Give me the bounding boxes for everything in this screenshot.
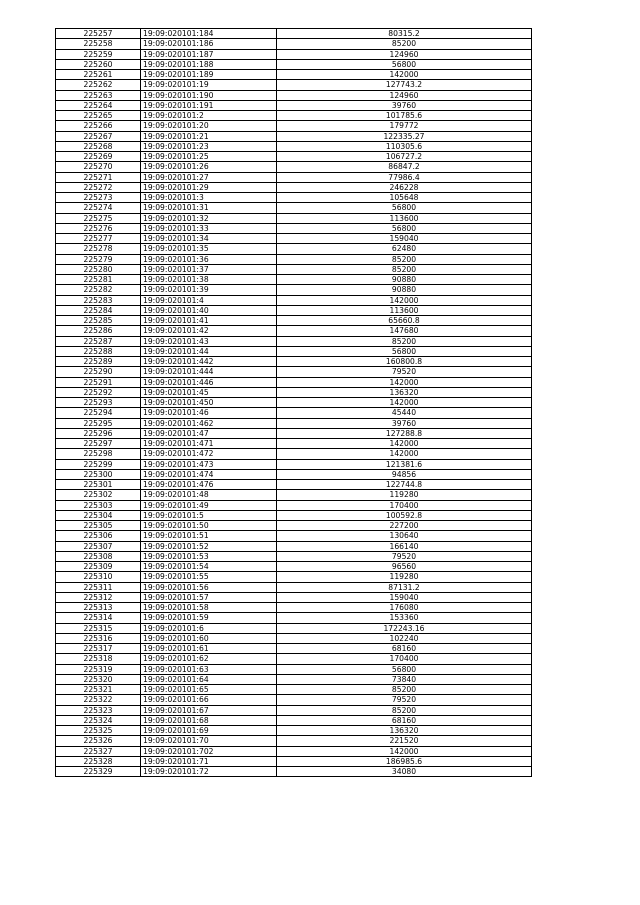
row-id-cell: 225286	[56, 326, 141, 336]
cadastral-value-cell: 102240	[277, 633, 532, 643]
cadastral-number-cell: 19:09:020101:38	[141, 275, 277, 285]
row-id-cell: 225264	[56, 100, 141, 110]
cadastral-value-cell: 45440	[277, 408, 532, 418]
row-id-cell: 225315	[56, 623, 141, 633]
table-row	[56, 633, 532, 643]
row-id-cell: 225257	[56, 29, 141, 39]
cadastral-value-cell: 113600	[277, 305, 532, 315]
row-id-cell: 225326	[56, 736, 141, 746]
table-row	[56, 275, 532, 285]
table-row	[56, 172, 532, 182]
cadastral-number-cell: 19:09:020101:47	[141, 428, 277, 438]
row-id-cell: 225301	[56, 480, 141, 490]
table-row	[56, 213, 532, 223]
cadastral-number-cell: 19:09:020101:31	[141, 203, 277, 213]
cadastral-value-cell: 142000	[277, 70, 532, 80]
cadastral-value-cell: 68160	[277, 715, 532, 725]
cadastral-number-cell: 19:09:020101:33	[141, 223, 277, 233]
row-id-cell: 225322	[56, 695, 141, 705]
cadastral-number-cell: 19:09:020101:57	[141, 592, 277, 602]
cadastral-number-cell: 19:09:020101:19	[141, 80, 277, 90]
cadastral-number-cell: 19:09:020101:62	[141, 654, 277, 664]
row-id-cell: 225288	[56, 346, 141, 356]
cadastral-number-cell: 19:09:020101:48	[141, 490, 277, 500]
table-row	[56, 695, 532, 705]
row-id-cell: 225308	[56, 551, 141, 561]
row-id-cell: 225311	[56, 582, 141, 592]
cadastral-number-cell: 19:09:020101:40	[141, 305, 277, 315]
table-row	[56, 152, 532, 162]
cadastral-number-cell: 19:09:020101:462	[141, 418, 277, 428]
cadastral-value-cell: 246228	[277, 182, 532, 192]
table-row	[56, 285, 532, 295]
cadastral-value-cell: 68160	[277, 644, 532, 654]
table-row	[56, 613, 532, 623]
cadastral-number-cell: 19:09:020101:56	[141, 582, 277, 592]
row-id-cell: 225279	[56, 254, 141, 264]
row-id-cell: 225277	[56, 234, 141, 244]
cadastral-value-cell: 87131.2	[277, 582, 532, 592]
row-id-cell: 225282	[56, 285, 141, 295]
row-id-cell: 225295	[56, 418, 141, 428]
cadastral-value-cell: 166140	[277, 541, 532, 551]
table-row	[56, 541, 532, 551]
cadastral-number-cell: 19:09:020101:63	[141, 664, 277, 674]
cadastral-value-cell: 90880	[277, 275, 532, 285]
cadastral-number-cell: 19:09:020101:54	[141, 562, 277, 572]
cadastral-value-cell: 170400	[277, 654, 532, 664]
table-row	[56, 234, 532, 244]
cadastral-value-cell: 77986.4	[277, 172, 532, 182]
row-id-cell: 225329	[56, 767, 141, 777]
table-row	[56, 80, 532, 90]
table-row	[56, 377, 532, 387]
table-row	[56, 480, 532, 490]
cadastral-value-cell: 80315.2	[277, 29, 532, 39]
row-id-cell: 225292	[56, 387, 141, 397]
table-row	[56, 428, 532, 438]
table-row	[56, 736, 532, 746]
cadastral-number-cell: 19:09:020101:474	[141, 469, 277, 479]
table-row	[56, 603, 532, 613]
cadastral-number-cell: 19:09:020101:71	[141, 756, 277, 766]
cadastral-number-cell: 19:09:020101:68	[141, 715, 277, 725]
cadastral-value-cell: 153360	[277, 613, 532, 623]
table-row	[56, 367, 532, 377]
cadastral-number-cell: 19:09:020101:42	[141, 326, 277, 336]
cadastral-value-cell: 221520	[277, 736, 532, 746]
row-id-cell: 225296	[56, 428, 141, 438]
cadastral-value-cell: 56800	[277, 203, 532, 213]
row-id-cell: 225297	[56, 439, 141, 449]
row-id-cell: 225272	[56, 182, 141, 192]
row-id-cell: 225324	[56, 715, 141, 725]
cadastral-number-cell: 19:09:020101:67	[141, 705, 277, 715]
cadastral-number-cell: 19:09:020101:27	[141, 172, 277, 182]
cadastral-value-cell: 136320	[277, 726, 532, 736]
cadastral-number-cell: 19:09:020101:32	[141, 213, 277, 223]
cadastral-value-cell: 39760	[277, 100, 532, 110]
cadastral-number-cell: 19:09:020101:473	[141, 459, 277, 469]
cadastral-value-cell: 79520	[277, 551, 532, 561]
row-id-cell: 225299	[56, 459, 141, 469]
table-row	[56, 346, 532, 356]
table-body	[56, 29, 532, 777]
table-row	[56, 357, 532, 367]
cadastral-number-cell: 19:09:020101:34	[141, 234, 277, 244]
cadastral-value-cell: 124960	[277, 49, 532, 59]
row-id-cell: 225258	[56, 39, 141, 49]
cadastral-number-cell: 19:09:020101:187	[141, 49, 277, 59]
cadastral-value-cell: 142000	[277, 746, 532, 756]
row-id-cell: 225270	[56, 162, 141, 172]
cadastral-value-cell: 176080	[277, 603, 532, 613]
cadastral-number-cell: 19:09:020101:26	[141, 162, 277, 172]
cadastral-value-cell: 142000	[277, 398, 532, 408]
row-id-cell: 225276	[56, 223, 141, 233]
row-id-cell: 225273	[56, 193, 141, 203]
cadastral-value-cell: 39760	[277, 418, 532, 428]
table-row	[56, 521, 532, 531]
cadastral-number-cell: 19:09:020101:6	[141, 623, 277, 633]
table-row	[56, 264, 532, 274]
cadastral-value-cell: 160800.8	[277, 357, 532, 367]
row-id-cell: 225278	[56, 244, 141, 254]
table-row	[56, 70, 532, 80]
cadastral-number-cell: 19:09:020101:4	[141, 295, 277, 305]
row-id-cell: 225319	[56, 664, 141, 674]
cadastral-number-cell: 19:09:020101:188	[141, 59, 277, 69]
cadastral-number-cell: 19:09:020101:46	[141, 408, 277, 418]
table-row	[56, 685, 532, 695]
table-row	[56, 500, 532, 510]
cadastral-number-cell: 19:09:020101:43	[141, 336, 277, 346]
row-id-cell: 225321	[56, 685, 141, 695]
cadastral-value-cell: 142000	[277, 439, 532, 449]
cadastral-value-cell: 56800	[277, 346, 532, 356]
cadastral-value-cell: 79520	[277, 695, 532, 705]
table-row	[56, 459, 532, 469]
cadastral-number-cell: 19:09:020101:45	[141, 387, 277, 397]
table-row	[56, 408, 532, 418]
row-id-cell: 225274	[56, 203, 141, 213]
cadastral-value-cell: 127288.8	[277, 428, 532, 438]
row-id-cell: 225271	[56, 172, 141, 182]
table-row	[56, 131, 532, 141]
table-row	[56, 111, 532, 121]
cadastral-value-cell: 85200	[277, 336, 532, 346]
cadastral-value-cell: 73840	[277, 674, 532, 684]
cadastral-number-cell: 19:09:020101:60	[141, 633, 277, 643]
cadastral-value-cell: 85200	[277, 705, 532, 715]
cadastral-value-cell: 105648	[277, 193, 532, 203]
cadastral-value-cell: 119280	[277, 572, 532, 582]
cadastral-value-cell: 172243.16	[277, 623, 532, 633]
cadastral-value-cell: 142000	[277, 377, 532, 387]
row-id-cell: 225314	[56, 613, 141, 623]
table-row	[56, 490, 532, 500]
cadastral-value-cell: 136320	[277, 387, 532, 397]
cadastral-value-cell: 56800	[277, 664, 532, 674]
cadastral-value-cell: 56800	[277, 223, 532, 233]
cadastral-number-cell: 19:09:020101:41	[141, 316, 277, 326]
cadastral-value-cell: 86847.2	[277, 162, 532, 172]
cadastral-value-cell: 179772	[277, 121, 532, 131]
row-id-cell: 225287	[56, 336, 141, 346]
row-id-cell: 225285	[56, 316, 141, 326]
cadastral-value-cell: 96560	[277, 562, 532, 572]
cadastral-value-cell: 85200	[277, 685, 532, 695]
cadastral-number-cell: 19:09:020101:184	[141, 29, 277, 39]
table-row	[56, 305, 532, 315]
table-row	[56, 551, 532, 561]
cadastral-number-cell: 19:09:020101:61	[141, 644, 277, 654]
cadastral-value-cell: 34080	[277, 767, 532, 777]
cadastral-number-cell: 19:09:020101:35	[141, 244, 277, 254]
row-id-cell: 225284	[56, 305, 141, 315]
table-row	[56, 29, 532, 39]
row-id-cell: 225261	[56, 70, 141, 80]
row-id-cell: 225325	[56, 726, 141, 736]
table-row	[56, 664, 532, 674]
table-row	[56, 162, 532, 172]
table-row	[56, 469, 532, 479]
table-row	[56, 726, 532, 736]
row-id-cell: 225289	[56, 357, 141, 367]
cadastral-value-cell: 142000	[277, 449, 532, 459]
cadastral-value-cell: 142000	[277, 295, 532, 305]
cadastral-value-cell: 186985.6	[277, 756, 532, 766]
table-row	[56, 336, 532, 346]
cadastral-number-cell: 19:09:020101:66	[141, 695, 277, 705]
table-row	[56, 100, 532, 110]
cadastral-value-cell: 159040	[277, 234, 532, 244]
row-id-cell: 225290	[56, 367, 141, 377]
cadastral-number-cell: 19:09:020101:3	[141, 193, 277, 203]
cadastral-number-cell: 19:09:020101:44	[141, 346, 277, 356]
row-id-cell: 225269	[56, 152, 141, 162]
row-id-cell: 225294	[56, 408, 141, 418]
cadastral-value-cell: 159040	[277, 592, 532, 602]
table-row	[56, 398, 532, 408]
table-row	[56, 756, 532, 766]
cadastral-value-cell: 56800	[277, 59, 532, 69]
cadastral-number-cell: 19:09:020101:72	[141, 767, 277, 777]
cadastral-value-cell: 227200	[277, 521, 532, 531]
cadastral-value-cell: 122335.27	[277, 131, 532, 141]
row-id-cell: 225268	[56, 141, 141, 151]
table-row	[56, 767, 532, 777]
row-id-cell: 225291	[56, 377, 141, 387]
cadastral-value-cell: 100592.8	[277, 510, 532, 520]
cadastral-value-cell: 127743.2	[277, 80, 532, 90]
row-id-cell: 225327	[56, 746, 141, 756]
cadastral-number-cell: 19:09:020101:189	[141, 70, 277, 80]
row-id-cell: 225316	[56, 633, 141, 643]
cadastral-value-cell: 124960	[277, 90, 532, 100]
cadastral-value-cell: 79520	[277, 367, 532, 377]
cadastral-number-cell: 19:09:020101:50	[141, 521, 277, 531]
row-id-cell: 225298	[56, 449, 141, 459]
row-id-cell: 225265	[56, 111, 141, 121]
table-row	[56, 674, 532, 684]
row-id-cell: 225281	[56, 275, 141, 285]
cadastral-value-cell: 110305.6	[277, 141, 532, 151]
cadastral-number-cell: 19:09:020101:52	[141, 541, 277, 551]
table-row	[56, 510, 532, 520]
row-id-cell: 225309	[56, 562, 141, 572]
cadastral-value-cell: 170400	[277, 500, 532, 510]
cadastral-value-cell: 121381.6	[277, 459, 532, 469]
row-id-cell: 225323	[56, 705, 141, 715]
cadastral-number-cell: 19:09:020101:70	[141, 736, 277, 746]
cadastral-number-cell: 19:09:020101:58	[141, 603, 277, 613]
row-id-cell: 225263	[56, 90, 141, 100]
table-row	[56, 141, 532, 151]
cadastral-value-cell: 130640	[277, 531, 532, 541]
cadastral-number-cell: 19:09:020101:472	[141, 449, 277, 459]
cadastral-value-cell: 62480	[277, 244, 532, 254]
cadastral-number-cell: 19:09:020101:49	[141, 500, 277, 510]
cadastral-number-cell: 19:09:020101:471	[141, 439, 277, 449]
cadastral-number-cell: 19:09:020101:21	[141, 131, 277, 141]
row-id-cell: 225302	[56, 490, 141, 500]
table-row	[56, 244, 532, 254]
row-id-cell: 225328	[56, 756, 141, 766]
table-row	[56, 193, 532, 203]
cadastral-number-cell: 19:09:020101:5	[141, 510, 277, 520]
table-row	[56, 654, 532, 664]
cadastral-value-cell: 106727.2	[277, 152, 532, 162]
cadastral-number-cell: 19:09:020101:702	[141, 746, 277, 756]
table-row	[56, 705, 532, 715]
row-id-cell: 225305	[56, 521, 141, 531]
cadastral-value-cell: 90880	[277, 285, 532, 295]
cadastral-number-cell: 19:09:020101:450	[141, 398, 277, 408]
row-id-cell: 225307	[56, 541, 141, 551]
cadastral-value-cell: 113600	[277, 213, 532, 223]
table-row	[56, 644, 532, 654]
table-row	[56, 59, 532, 69]
row-id-cell: 225310	[56, 572, 141, 582]
row-id-cell: 225317	[56, 644, 141, 654]
table-row	[56, 562, 532, 572]
table-row	[56, 623, 532, 633]
cadastral-value-cell: 85200	[277, 264, 532, 274]
cadastral-number-cell: 19:09:020101:25	[141, 152, 277, 162]
cadastral-value-cell: 85200	[277, 254, 532, 264]
cadastral-value-cell: 147680	[277, 326, 532, 336]
row-id-cell: 225306	[56, 531, 141, 541]
cadastral-value-cell: 65660.8	[277, 316, 532, 326]
row-id-cell: 225280	[56, 264, 141, 274]
table-row	[56, 582, 532, 592]
cadastral-number-cell: 19:09:020101:51	[141, 531, 277, 541]
row-id-cell: 225303	[56, 500, 141, 510]
cadastral-number-cell: 19:09:020101:476	[141, 480, 277, 490]
cadastral-number-cell: 19:09:020101:37	[141, 264, 277, 274]
row-id-cell: 225259	[56, 49, 141, 59]
table-row	[56, 254, 532, 264]
cadastral-number-cell: 19:09:020101:53	[141, 551, 277, 561]
table-row	[56, 223, 532, 233]
cadastral-number-cell: 19:09:020101:64	[141, 674, 277, 684]
row-id-cell: 225267	[56, 131, 141, 141]
row-id-cell: 225313	[56, 603, 141, 613]
table-row	[56, 316, 532, 326]
table-row	[56, 715, 532, 725]
row-id-cell: 225275	[56, 213, 141, 223]
row-id-cell: 225300	[56, 469, 141, 479]
row-id-cell: 225262	[56, 80, 141, 90]
row-id-cell: 225318	[56, 654, 141, 664]
cadastral-number-cell: 19:09:020101:39	[141, 285, 277, 295]
cadastral-number-cell: 19:09:020101:191	[141, 100, 277, 110]
cadastral-number-cell: 19:09:020101:446	[141, 377, 277, 387]
row-id-cell: 225260	[56, 59, 141, 69]
table-row	[56, 746, 532, 756]
cadastral-value-cell: 85200	[277, 39, 532, 49]
cadastral-number-cell: 19:09:020101:190	[141, 90, 277, 100]
row-id-cell: 225304	[56, 510, 141, 520]
cadastral-number-cell: 19:09:020101:65	[141, 685, 277, 695]
table-row	[56, 439, 532, 449]
cadastral-number-cell: 19:09:020101:36	[141, 254, 277, 264]
row-id-cell: 225266	[56, 121, 141, 131]
cadastral-value-table	[55, 28, 532, 777]
table-row	[56, 121, 532, 131]
cadastral-value-cell: 94856	[277, 469, 532, 479]
cadastral-value-cell: 101785.6	[277, 111, 532, 121]
table-row	[56, 531, 532, 541]
row-id-cell: 225283	[56, 295, 141, 305]
cadastral-number-cell: 19:09:020101:442	[141, 357, 277, 367]
table-row	[56, 49, 532, 59]
cadastral-number-cell: 19:09:020101:23	[141, 141, 277, 151]
table-row	[56, 182, 532, 192]
cadastral-number-cell: 19:09:020101:59	[141, 613, 277, 623]
cadastral-number-cell: 19:09:020101:69	[141, 726, 277, 736]
table-row	[56, 572, 532, 582]
table-row	[56, 592, 532, 602]
row-id-cell: 225320	[56, 674, 141, 684]
cadastral-number-cell: 19:09:020101:55	[141, 572, 277, 582]
table-row	[56, 326, 532, 336]
cadastral-number-cell: 19:09:020101:444	[141, 367, 277, 377]
cadastral-value-cell: 122744.8	[277, 480, 532, 490]
table-row	[56, 90, 532, 100]
cadastral-value-cell: 119280	[277, 490, 532, 500]
row-id-cell: 225293	[56, 398, 141, 408]
table-row	[56, 203, 532, 213]
cadastral-number-cell: 19:09:020101:29	[141, 182, 277, 192]
table-row	[56, 418, 532, 428]
cadastral-number-cell: 19:09:020101:186	[141, 39, 277, 49]
table-row	[56, 387, 532, 397]
row-id-cell: 225312	[56, 592, 141, 602]
table-row	[56, 39, 532, 49]
table-row	[56, 449, 532, 459]
table-row	[56, 295, 532, 305]
cadastral-number-cell: 19:09:020101:2	[141, 111, 277, 121]
cadastral-number-cell: 19:09:020101:20	[141, 121, 277, 131]
